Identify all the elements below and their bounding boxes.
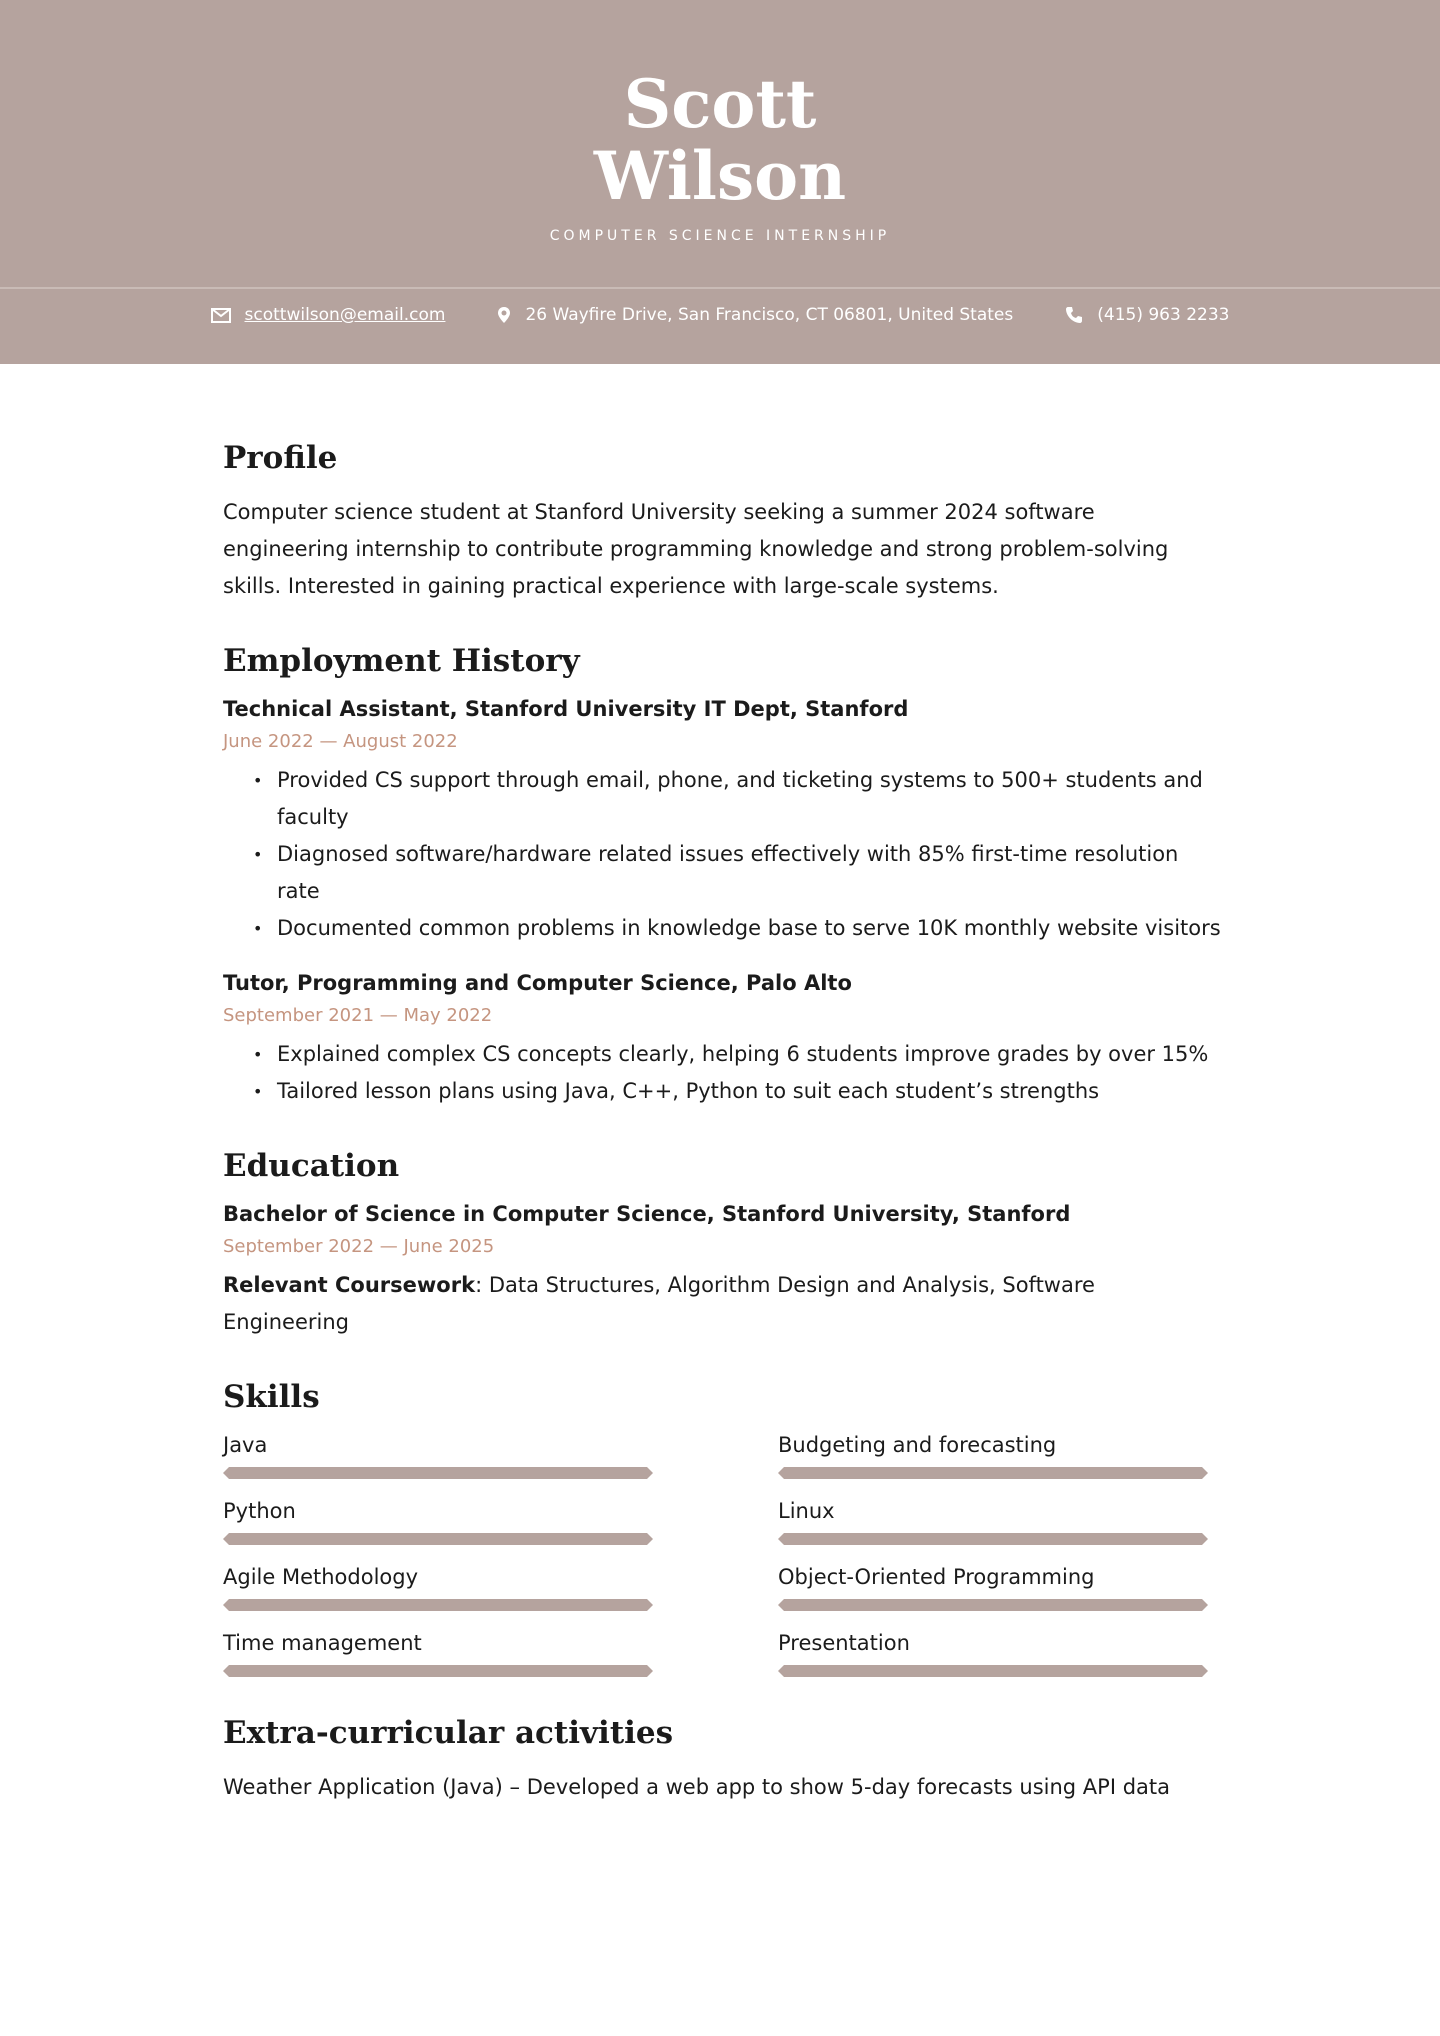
contact-phone [1065,305,1229,325]
skill-level-bar [778,1467,1208,1479]
job-dates: September 2021 — May 2022 [223,1005,493,1026]
job-bullets [223,1036,1223,1110]
mail-icon [211,307,231,323]
extracurricular-heading: Extra-curricular activities [223,1715,674,1751]
job-bullets [223,762,1223,947]
extracurricular-text: Weather Application (Java) – Developed a web app to show 5-day forecasts using API data [223,1775,1171,1799]
job-title: Technical Assistant, Stanford University IT Dept, Stanford [223,697,909,721]
degree-title: Bachelor of Science in Computer Science, Stanford University, Stanford [223,1202,1071,1226]
skills-heading: Skills [223,1379,320,1415]
address-text: 26 Wayfire Drive, San Francisco, CT 06801, United States [525,305,1014,325]
skill-level-bar [778,1533,1208,1545]
skill-level-bar [223,1533,653,1545]
candidate-name [0,65,1440,215]
job-dates: June 2022 — August 2022 [223,731,458,752]
phone-icon [1065,306,1083,324]
skill-item [778,1499,1208,1545]
resume-body [223,440,1223,1844]
contact-bar [0,305,1440,325]
profile-heading: Profile [223,440,338,476]
contact-address [497,305,1013,325]
email-link[interactable]: scottwilson@email.com [244,305,446,325]
skill-level-bar [223,1599,653,1611]
skill-level-bar [223,1467,653,1479]
extracurricular-section [223,1715,1223,1806]
skills-grid [223,1433,1223,1677]
skill-name: Time management [223,1631,422,1655]
list-item: • Explained complex CS concepts clearly, helping 6 students improve grades by over 15% [253,1036,1223,1073]
skill-name: Presentation [778,1631,910,1655]
profile-section [223,440,1223,605]
skill-level-bar [778,1665,1208,1677]
job-entry [223,697,1223,947]
list-item: • Tailored lesson plans using Java, C++, Python to suit each student’s strengths [253,1073,1223,1110]
contact-email [211,305,446,325]
coursework-label: Relevant Coursework [223,1273,476,1297]
profile-text: Computer science student at Stanford University seeking a summer 2024 software engineering internship to contribute programming knowledge and strong problem-solving skills. Interested in gaining practical experience with large-scale systems. [223,500,1169,598]
last-name: Wilson [593,137,847,215]
location-pin-icon [497,306,511,324]
skill-name: Budgeting and forecasting [778,1433,1057,1457]
skill-name: Python [223,1499,296,1523]
list-item: • Diagnosed software/hardware related issues effectively with 85% first-time resolution rate [253,836,1223,910]
employment-heading: Employment History [223,643,580,679]
phone-text: (415) 963 2233 [1097,305,1230,325]
skill-item [778,1433,1208,1479]
skill-name: Object-Oriented Programming [778,1565,1095,1589]
job-target-title: COMPUTER SCIENCE INTERNSHIP [549,228,891,244]
resume-header [0,0,1440,364]
skill-item [223,1565,778,1611]
education-section [223,1148,1223,1341]
education-dates: September 2022 — June 2025 [223,1236,495,1257]
job-entry [223,971,1223,1110]
skill-item [223,1631,778,1677]
employment-section [223,643,1223,1110]
skill-item [778,1565,1208,1611]
skill-name: Agile Methodology [223,1565,419,1589]
job-title: Tutor, Programming and Computer Science, Palo Alto [223,971,852,995]
skill-name: Linux [778,1499,835,1523]
skill-item [778,1631,1208,1677]
skill-level-bar [778,1599,1208,1611]
coursework-list: : Data Structures, Algorithm Design and Analysis, Software Engineering [223,1273,1095,1334]
skills-section [223,1379,1223,1677]
skill-name: Java [223,1433,268,1457]
header-divider [0,287,1440,289]
first-name: Scott [623,65,817,143]
coursework [223,1267,1223,1341]
skill-item [223,1499,778,1545]
list-item: • Documented common problems in knowledge base to serve 10K monthly website visitors [253,910,1223,947]
skill-item [223,1433,778,1479]
list-item: • Provided CS support through email, phone, and ticketing systems to 500+ students and faculty [253,762,1223,836]
skill-level-bar [223,1665,653,1677]
education-heading: Education [223,1148,400,1184]
